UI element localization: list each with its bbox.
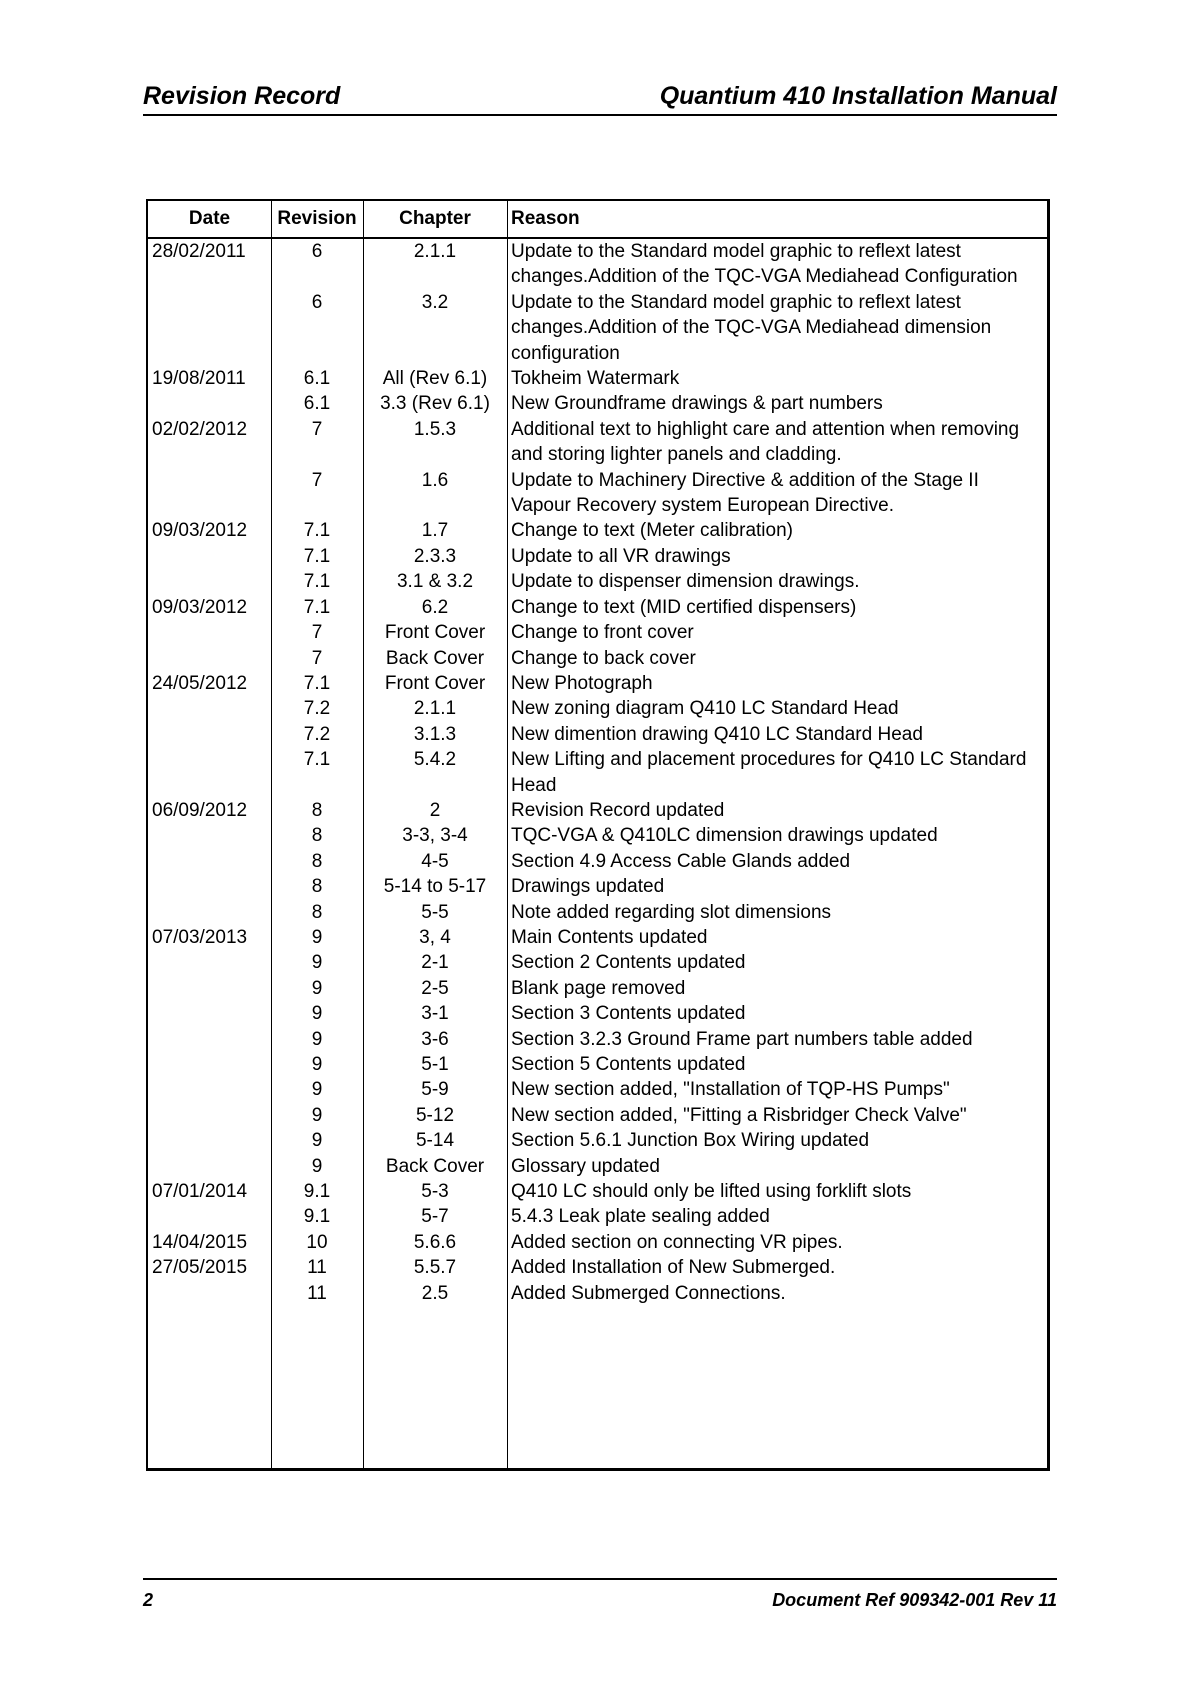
cell-chapter: 5.6.6 — [413, 1231, 457, 1253]
cell-revision: 9 — [311, 926, 323, 948]
cell-revision: 8 — [311, 850, 323, 872]
cell-reason: Update to all VR drawings — [511, 545, 731, 567]
cell-date: 06/09/2012 — [152, 799, 248, 821]
cell-chapter: 3.1.3 — [413, 723, 457, 745]
cell-date: 14/04/2015 — [152, 1231, 248, 1253]
cell-date: 09/03/2012 — [152, 520, 248, 542]
cell-date — [148, 1154, 271, 1179]
cell-chapter: 4-5 — [421, 850, 449, 872]
cell-chapter: 3-6 — [421, 1028, 449, 1050]
column-header-reason: Reason — [511, 208, 580, 229]
table-row — [148, 1052, 1047, 1077]
cell-revision: 9.1 — [303, 1206, 331, 1228]
cell-reason: Glossary updated — [511, 1155, 660, 1177]
table-row — [148, 1077, 1047, 1102]
cell-date: 07/01/2014 — [152, 1181, 248, 1203]
column-header-date: Date — [188, 208, 231, 229]
table-row — [148, 239, 1047, 290]
cell-chapter: 3.2 — [421, 291, 449, 313]
cell-reason: Section 5 Contents updated — [511, 1054, 746, 1075]
table-row — [148, 544, 1047, 569]
cell-revision: 9 — [311, 1079, 323, 1101]
cell-chapter: 3.1 & 3.2 — [396, 571, 474, 593]
cell-chapter: 1.5.3 — [413, 418, 457, 440]
table-row — [148, 366, 1047, 391]
cell-date: 24/05/2012 — [152, 672, 248, 694]
cell-reason: Q410 LC should only be lifted using forklift slots — [511, 1181, 912, 1203]
table-row — [148, 671, 1047, 696]
cell-revision: 7.1 — [303, 571, 331, 593]
table-row — [148, 976, 1047, 1001]
cell-chapter: Front Cover — [384, 622, 486, 644]
cell-date — [148, 1103, 271, 1128]
table-row — [148, 849, 1047, 874]
page-header — [143, 82, 1057, 116]
cell-date: 19/08/2011 — [152, 368, 246, 390]
table-row — [148, 1204, 1047, 1229]
cell-chapter: 1.7 — [421, 520, 449, 542]
table-row — [148, 569, 1047, 594]
cell-revision: 7.1 — [303, 596, 331, 618]
cell-revision: 9 — [311, 1155, 323, 1177]
cell-date — [148, 747, 271, 798]
cell-date — [148, 1204, 271, 1229]
cell-revision: 6.1 — [303, 368, 331, 390]
cell-date — [148, 391, 271, 416]
cell-date: 09/03/2012 — [152, 596, 248, 618]
table-row — [148, 468, 1047, 519]
table-row — [148, 417, 1047, 468]
cell-chapter: 1.6 — [421, 469, 449, 491]
table-row — [148, 1255, 1047, 1280]
cell-date — [148, 1077, 271, 1102]
cell-date — [148, 900, 271, 925]
cell-reason: 5.4.3 Leak plate sealing added — [511, 1206, 770, 1228]
cell-reason: Section 3 Contents updated — [511, 1003, 746, 1025]
cell-date: 27/05/2015 — [152, 1257, 248, 1279]
cell-chapter: 2-1 — [421, 952, 449, 974]
cell-chapter: 2.5 — [421, 1282, 449, 1304]
table-row — [148, 518, 1047, 543]
table-row — [148, 1103, 1047, 1128]
table-row — [148, 1128, 1047, 1153]
cell-date: 28/02/2011 — [152, 241, 246, 262]
cell-reason: New Lifting and placement procedures for Q410 LC Standard Head — [511, 749, 1027, 796]
cell-chapter: 5-1 — [421, 1054, 449, 1075]
cell-reason: Section 5.6.1 Junction Box Wiring updated — [511, 1130, 870, 1152]
cell-date — [148, 1281, 271, 1306]
cell-chapter: Back Cover — [385, 1155, 485, 1177]
cell-date — [148, 1052, 271, 1077]
cell-revision: 9 — [311, 1028, 323, 1050]
cell-chapter: 2 — [429, 799, 441, 821]
cell-chapter: 2.3.3 — [413, 545, 457, 567]
cell-date — [148, 696, 271, 721]
table-row — [148, 1001, 1047, 1026]
cell-chapter: 3-3, 3-4 — [402, 825, 468, 847]
cell-reason: Section 4.9 Access Cable Glands added — [511, 850, 851, 872]
table-row — [148, 925, 1047, 950]
cell-reason: New zoning diagram Q410 LC Standard Head — [511, 698, 899, 720]
cell-chapter: All (Rev 6.1) — [382, 368, 488, 390]
cell-revision: 7 — [311, 418, 323, 440]
cell-date — [148, 874, 271, 899]
cell-chapter: 5-5 — [421, 901, 449, 923]
cell-date — [148, 976, 271, 1001]
cell-revision: 8 — [311, 799, 323, 821]
cell-chapter: 2.1.1 — [413, 241, 457, 262]
cell-reason: Main Contents updated — [511, 926, 708, 948]
cell-chapter: 5-3 — [421, 1181, 449, 1203]
cell-revision: 9 — [311, 977, 323, 999]
cell-revision: 6.1 — [303, 393, 331, 415]
cell-revision: 8 — [311, 901, 323, 923]
cell-chapter: 5.5.7 — [413, 1257, 457, 1279]
cell-revision: 7 — [311, 469, 323, 491]
cell-reason: Note added regarding slot dimensions — [511, 901, 832, 923]
table-row — [148, 1281, 1047, 1306]
cell-chapter: 2-5 — [421, 977, 449, 999]
cell-date — [148, 823, 271, 848]
cell-reason: Change to text (MID certified dispensers) — [511, 596, 857, 618]
page-footer — [143, 1578, 1057, 1620]
cell-revision: 7 — [311, 622, 323, 644]
cell-revision: 6 — [311, 291, 323, 313]
table-row — [148, 900, 1047, 925]
cell-reason: New Groundframe drawings & part numbers — [511, 393, 883, 415]
cell-chapter: 3-1 — [421, 1003, 449, 1025]
table-body — [148, 239, 1047, 1306]
cell-reason: Update to the Standard model graphic to reflext latest changes.Addition of the TQC-VGA Mediahead Configuration — [511, 241, 1018, 288]
cell-chapter: 5-14 to 5-17 — [383, 876, 487, 898]
cell-date — [148, 722, 271, 747]
page-number: 2 — [143, 1590, 154, 1610]
cell-reason: New section added, "Installation of TQP-HS Pumps" — [511, 1079, 950, 1101]
cell-date — [148, 1128, 271, 1153]
table-row — [148, 696, 1047, 721]
cell-revision: 9 — [311, 1003, 323, 1025]
table-row — [148, 1154, 1047, 1179]
cell-reason: Section 3.2.3 Ground Frame part numbers table added — [511, 1028, 973, 1050]
cell-reason: Blank page removed — [511, 977, 686, 999]
cell-reason: Section 2 Contents updated — [511, 952, 746, 974]
cell-date — [148, 290, 271, 366]
cell-date — [148, 468, 271, 519]
cell-reason: Change to front cover — [511, 622, 694, 644]
cell-revision: 7 — [311, 647, 323, 669]
table-row — [148, 1230, 1047, 1255]
cell-chapter: 5-12 — [415, 1104, 455, 1126]
cell-revision: 7.1 — [303, 545, 331, 567]
cell-reason: New section added, "Fitting a Risbridger Check Valve" — [511, 1104, 967, 1126]
cell-revision: 10 — [306, 1231, 328, 1253]
cell-chapter: 2.1.1 — [413, 698, 457, 720]
cell-reason: TQC-VGA & Q410LC dimension drawings updated — [511, 825, 938, 847]
table-row — [148, 290, 1047, 366]
cell-date — [148, 1001, 271, 1026]
table-row — [148, 722, 1047, 747]
table-row — [148, 1179, 1047, 1204]
cell-revision: 11 — [307, 1282, 327, 1304]
cell-date — [148, 1027, 271, 1052]
cell-reason: Added Installation of New Submerged. — [511, 1257, 836, 1279]
cell-revision: 6 — [311, 241, 323, 262]
table-row — [148, 646, 1047, 671]
document-reference: Document Ref 909342-001 Rev 11 — [772, 1590, 1057, 1610]
cell-date: 07/03/2013 — [152, 926, 248, 948]
cell-revision: 9 — [311, 1130, 323, 1152]
cell-reason: Update to dispenser dimension drawings. — [511, 571, 860, 593]
cell-chapter: 5-9 — [421, 1079, 449, 1101]
cell-reason: Added section on connecting VR pipes. — [511, 1231, 843, 1253]
table-row — [148, 747, 1047, 798]
cell-revision: 7.1 — [303, 749, 331, 771]
cell-reason: Update to the Standard model graphic to reflext latest changes.Addition of the TQC-VGA Mediahead dimension configuration — [511, 291, 992, 364]
cell-reason: New Photograph — [511, 672, 653, 694]
cell-chapter: 5-14 — [415, 1130, 455, 1152]
cell-revision: 8 — [311, 825, 323, 847]
cell-chapter: Front Cover — [384, 672, 486, 694]
cell-chapter: 5-7 — [421, 1206, 449, 1228]
cell-revision: 7.2 — [303, 698, 331, 720]
table-row — [148, 823, 1047, 848]
cell-revision: 9 — [311, 1104, 323, 1126]
cell-date — [148, 950, 271, 975]
cell-revision: 9.1 — [303, 1181, 331, 1203]
cell-chapter: 3.3 (Rev 6.1) — [380, 393, 490, 415]
revision-table — [146, 199, 1050, 1471]
header-section-title: Revision Record — [143, 82, 341, 110]
cell-revision: 9 — [311, 952, 323, 974]
cell-reason: Revision Record updated — [511, 799, 725, 821]
cell-revision: 11 — [307, 1257, 327, 1279]
cell-reason: Added Submerged Connections. — [511, 1282, 786, 1304]
column-header-revision: Revision — [277, 208, 357, 229]
cell-date — [148, 569, 271, 594]
cell-revision: 7.2 — [303, 723, 331, 745]
cell-chapter: 3, 4 — [419, 926, 451, 948]
cell-reason: Change to text (Meter calibration) — [511, 520, 793, 542]
table-row — [148, 798, 1047, 823]
cell-revision: 7.1 — [303, 520, 331, 542]
cell-date — [148, 544, 271, 569]
cell-reason: New dimention drawing Q410 LC Standard Head — [511, 723, 923, 745]
cell-reason: Tokheim Watermark — [511, 368, 680, 390]
table-row — [148, 391, 1047, 416]
cell-chapter: 5.4.2 — [413, 749, 457, 771]
cell-chapter: 6.2 — [421, 596, 449, 618]
table-row — [148, 1027, 1047, 1052]
cell-reason: Additional text to highlight care and attention when removing and storing lighter panels and cladding. — [511, 418, 1020, 466]
cell-date — [148, 849, 271, 874]
cell-date: 02/02/2012 — [152, 418, 248, 440]
cell-revision: 9 — [311, 1054, 323, 1075]
cell-reason: Update to Machinery Directive & addition of the Stage II Vapour Recovery system European Directive. — [511, 469, 979, 517]
cell-date — [148, 646, 271, 671]
table-row — [148, 620, 1047, 645]
cell-chapter: Back Cover — [385, 647, 485, 669]
cell-reason: Drawings updated — [511, 876, 665, 898]
table-row — [148, 874, 1047, 899]
header-manual-title: Quantium 410 Installation Manual — [659, 82, 1057, 110]
column-header-chapter: Chapter — [399, 208, 471, 229]
cell-date — [148, 620, 271, 645]
cell-revision: 8 — [311, 876, 323, 898]
cell-reason: Change to back cover — [511, 647, 696, 669]
table-row — [148, 950, 1047, 975]
table-row — [148, 595, 1047, 620]
cell-revision: 7.1 — [303, 672, 331, 694]
